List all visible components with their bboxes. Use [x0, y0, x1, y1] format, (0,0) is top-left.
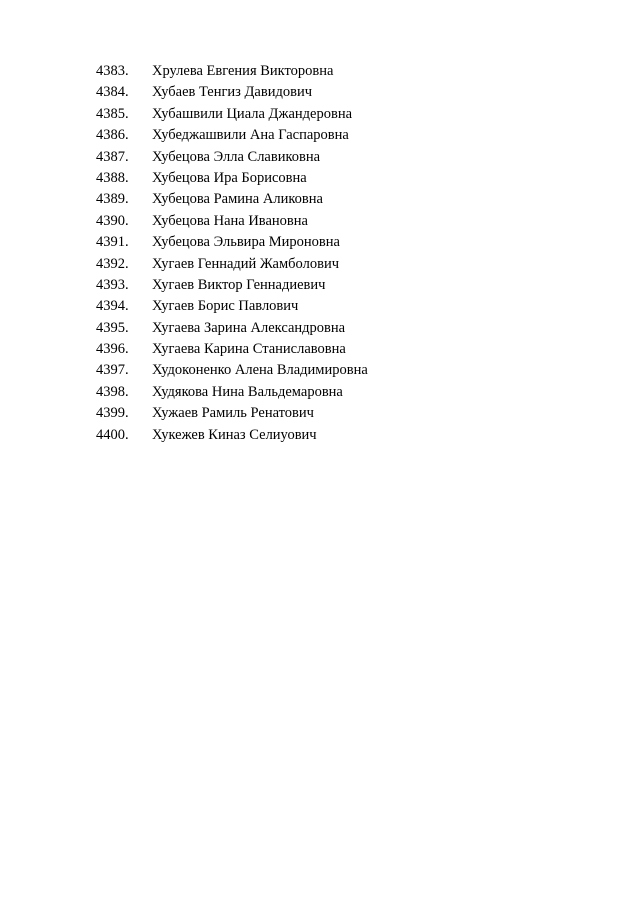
list-item [96, 425, 368, 446]
item-name: Хубаев Тенгиз Давидович [152, 84, 312, 101]
item-number: 4384. [96, 84, 129, 101]
item-number: 4390. [96, 212, 129, 229]
item-number: 4394. [96, 298, 129, 315]
item-number: 4391. [96, 234, 129, 251]
list-item [96, 296, 368, 317]
item-number: 4386. [96, 127, 129, 144]
item-name: Хужаев Рамиль Ренатович [152, 405, 314, 422]
list-item [96, 254, 368, 275]
item-number: 4395. [96, 319, 129, 336]
list-item [96, 403, 368, 424]
name-list [96, 61, 368, 446]
item-number: 4389. [96, 191, 129, 208]
item-number: 4393. [96, 276, 129, 293]
item-number: 4398. [96, 383, 129, 400]
item-number: 4383. [96, 63, 129, 79]
item-name: Хугаев Виктор Геннадиевич [152, 276, 326, 293]
list-item [96, 168, 368, 189]
item-name: Хубашвили Циала Джандеровна [152, 105, 353, 122]
list-item [96, 275, 368, 296]
item-name: Хугаева Карина Станиславовна [152, 341, 346, 358]
item-name: Хугаева Зарина Александровна [152, 319, 346, 336]
list-item [96, 211, 368, 232]
list-item [96, 339, 368, 360]
item-name: Худякова Нина Вальдемаровна [152, 383, 343, 400]
item-name: Хугаев Борис Павлович [152, 298, 299, 315]
list-item [96, 382, 368, 403]
item-name: Хубецова Ира Борисовна [152, 169, 307, 186]
item-number: 4388. [96, 169, 129, 186]
item-name: Хубецова Эльвира Мироновна [152, 234, 340, 251]
item-number: 4397. [96, 362, 129, 379]
item-number: 4396. [96, 341, 129, 358]
list-item [96, 232, 368, 253]
list-item [96, 125, 368, 146]
item-number: 4387. [96, 148, 129, 165]
item-name: Худоконенко Алена Владимировна [152, 362, 368, 379]
item-name: Хубецова Элла Славиковна [152, 148, 321, 165]
item-number: 4385. [96, 105, 129, 122]
list-item [96, 147, 368, 168]
item-number: 4392. [96, 255, 129, 272]
item-name: Хугаев Геннадий Жамболович [152, 255, 339, 272]
item-name: Хубеджашвили Ана Гаспаровна [152, 127, 349, 144]
list-item [96, 104, 368, 125]
item-number: 4400. [96, 426, 129, 443]
list-item [96, 82, 368, 103]
item-name: Хубецова Рамина Аликовна [152, 191, 323, 208]
list-item [96, 189, 368, 210]
item-name: Хукежев Киназ Селиуович [152, 426, 317, 443]
list-item [96, 61, 368, 82]
item-number: 4399. [96, 405, 129, 422]
item-name: Хубецова Нана Ивановна [152, 212, 308, 229]
list-item [96, 318, 368, 339]
item-name: Хрулева Евгения Викторовна [152, 63, 334, 79]
list-item [96, 360, 368, 381]
